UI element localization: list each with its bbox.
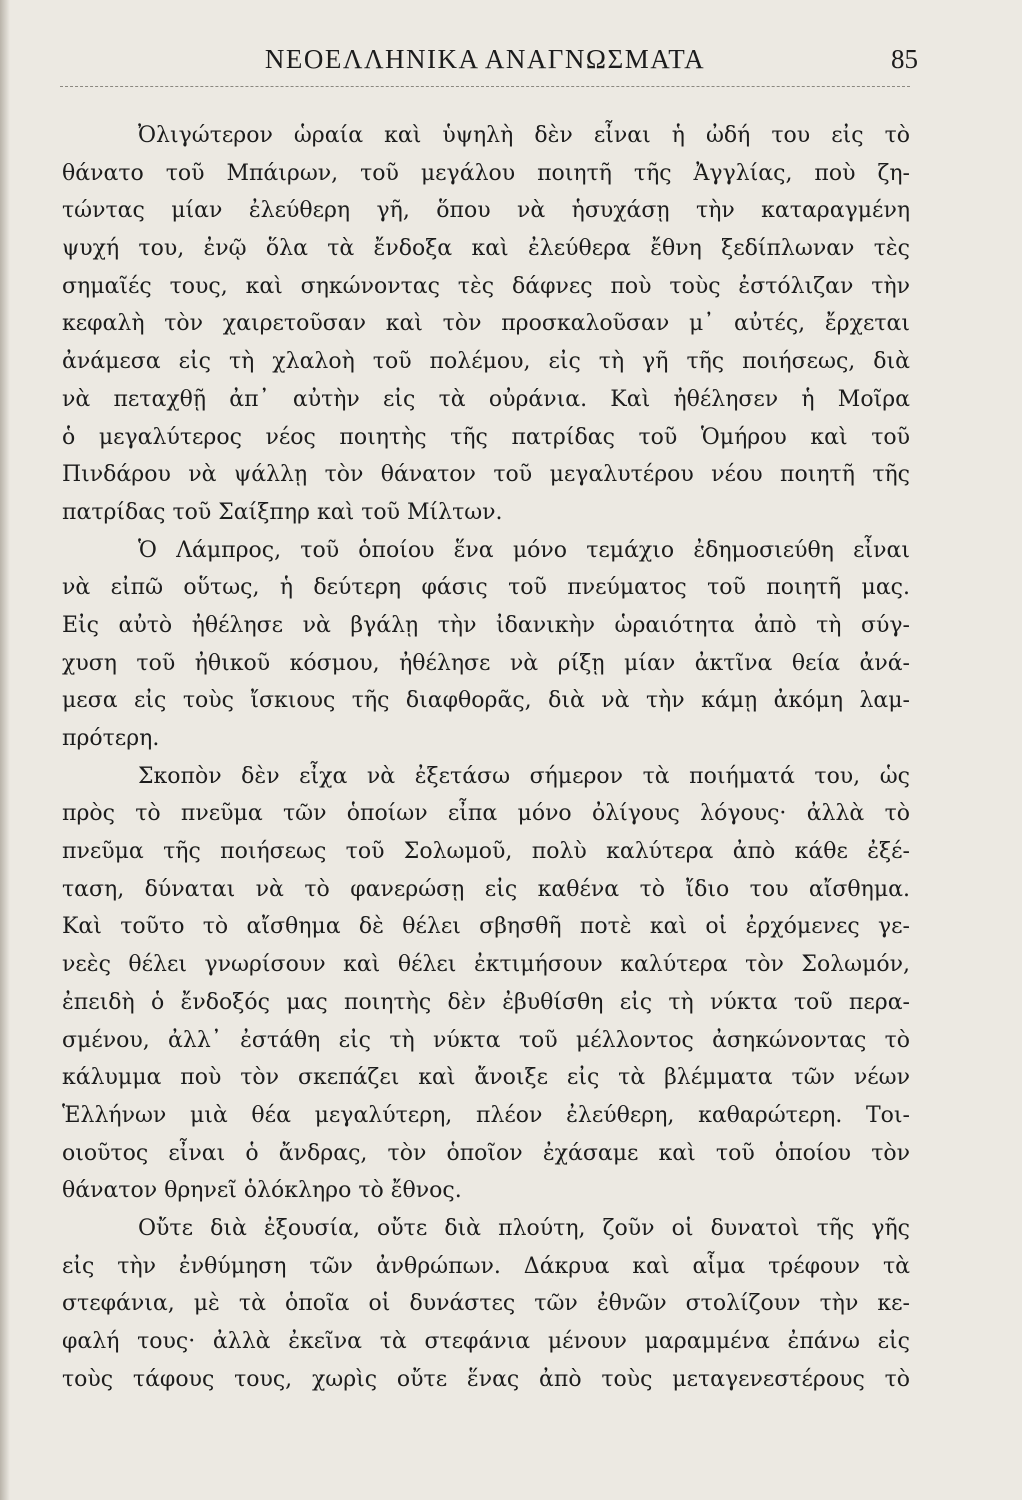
text-line: κεφαλὴ τὸν χαιρετοῦσαν καὶ τὸν προσκαλοῦσαν μ᾽ αὐτές, ἔρχεται [62,311,910,337]
header-rule [60,86,910,87]
text-line: θάνατο τοῦ Μπάιρων, τοῦ μεγάλου ποιητῆ τῆς Ἀγγλίας, ποὺ ζη- [62,160,910,186]
text-line: οιοῦτος εἶναι ὁ ἄνδρας, τὸν ὁποῖον ἐχάσαμε καὶ τοῦ ὁποίου τὸν [62,1140,910,1166]
text-line: πνεῦμα τῆς ποιήσεως τοῦ Σολωμοῦ, πολὺ καλύτερα ἀπὸ κάθε ἐξέ- [62,839,910,865]
text-line: Ὁ Λάμπρος, τοῦ ὁποίου ἕνα μόνο τεμάχιο ἐδημοσιεύθη εἶναι [138,537,910,563]
text-line: ἀνάμεσα εἰς τὴ χλαλοὴ τοῦ πολέμου, εἰς τὴ γῆ τῆς ποιήσεως, διὰ [62,349,910,375]
text-line: πατρίδας τοῦ Σαίξπηρ καὶ τοῦ Μίλτων. [62,499,503,525]
text-line: ταση, δύναται νὰ τὸ φανερώσῃ εἰς καθένα τὸ ἴδιο του αἴσθημα. [62,876,910,902]
text-line: ἐπειδὴ ὁ ἔνδοξός μας ποιητὴς δὲν ἐβυθίσθη εἰς τὴ νύκτα τοῦ περα- [62,989,910,1015]
text-line: Πινδάρου νὰ ψάλλῃ τὸν θάνατον τοῦ μεγαλυτέρου νέου ποιητῆ τῆς [62,462,910,488]
text-line: Καὶ τοῦτο τὸ αἴσθημα δὲ θέλει σβησθῆ ποτὲ καὶ οἱ ἐρχόμενες γε- [62,914,910,940]
text-line: θάνατον θρηνεῖ ὁλόκληρο τὸ ἔθνος. [62,1178,462,1204]
running-title: ΝΕΟΕΛΛΗΝΙΚΑ ΑΝΑΓΝΩΣΜΑΤΑ [264,44,706,74]
text-line: σμένου, ἀλλ᾽ ἐστάθη εἰς τὴ νύκτα τοῦ μέλλοντος ἀσηκώνοντας τὸ [62,1027,910,1053]
text-line: ὁ μεγαλύτερος νέος ποιητὴς τῆς πατρίδας τοῦ Ὁμήρου καὶ τοῦ [62,424,910,450]
binding-edge [0,0,10,1500]
text-line: χυση τοῦ ἠθικοῦ κόσμου, ἠθέλησε νὰ ρίξῃ μίαν ἀκτῖνα θεία ἀνά- [62,650,910,676]
text-line: στεφάνια, μὲ τὰ ὁποῖα οἱ δυνάστες τῶν ἐθνῶν στολίζουν τὴν κε- [62,1291,910,1317]
page-header [60,38,918,88]
text-line: ψυχή του, ἐνῷ ὅλα τὰ ἔνδοξα καὶ ἐλεύθερα ἔθνη ξεδίπλωναν τὲς [62,236,910,262]
text-line: εἰς τὴν ἐνθύμηση τῶν ἀνθρώπων. Δάκρυα καὶ αἷμα τρέφουν τὰ [62,1253,910,1279]
text-line: πρότερη. [62,726,160,751]
body-text [62,117,910,1398]
text-line: Εἰς αὐτὸ ἠθέλησε νὰ βγάλῃ τὴν ἰδανικὴν ὡραιότητα ἀπὸ τὴ σύγ- [62,612,910,638]
text-line: Οὔτε διὰ ἐξουσία, οὔτε διὰ πλούτη, ζοῦν οἱ δυνατοὶ τῆς γῆς [138,1215,910,1241]
text-line: τώντας μίαν ἐλεύθερη γῆ, ὅπου νὰ ἡσυχάσῃ τὴν καταραγμένη [62,198,910,224]
text-line: μεσα εἰς τοὺς ἴσκιους τῆς διαφθορᾶς, διὰ νὰ τὴν κάμῃ ἀκόμη λαμ- [62,688,910,714]
text-line: Σκοπὸν δὲν εἶχα νὰ ἐξετάσω σήμερον τὰ ποιήματά του, ὡς [138,763,910,789]
text-line: Ἑλλήνων μιὰ θέα μεγαλύτερη, πλέον ἐλεύθερη, καθαρώτερη. Τοι- [62,1102,910,1128]
text-line: Ὀλιγώτερον ὡραία καὶ ὑψηλὴ δὲν εἶναι ἡ ὠδή του εἰς τὸ [138,123,910,148]
text-line: νὰ εἰπῶ οὕτως, ἡ δεύτερη φάσις τοῦ πνεύματος τοῦ ποιητῆ μας. [62,575,910,601]
text-line: νεὲς θέλει γνωρίσουν καὶ θέλει ἐκτιμήσουν καλύτερα τὸν Σολωμόν, [62,952,910,978]
text-line: σημαῖές τους, καὶ σηκώνοντας τὲς δάφνες ποὺ τοὺς ἐστόλιζαν τὴν [62,273,910,299]
text-line: φαλή τους· ἀλλὰ ἐκεῖνα τὰ στεφάνια μένουν μαραμμένα ἐπάνω εἰς [62,1329,910,1354]
page-number: 85 [891,44,918,74]
text-line: πρὸς τὸ πνεῦμα τῶν ὁποίων εἶπα μόνο ὀλίγους λόγους· ἀλλὰ τὸ [62,801,910,827]
text-line: νὰ πεταχθῇ ἀπ᾽ αὐτὴν εἰς τὰ οὐράνια. Καὶ ἠθέλησεν ἡ Μοῖρα [62,386,910,412]
text-line: τοὺς τάφους τους, χωρὶς οὔτε ἕνας ἀπὸ τοὺς μεταγενεστέρους τὸ [62,1366,910,1392]
text-line: κάλυμμα ποὺ τὸν σκεπάζει καὶ ἄνοιξε εἰς τὰ βλέμματα τῶν νέων [62,1065,910,1091]
